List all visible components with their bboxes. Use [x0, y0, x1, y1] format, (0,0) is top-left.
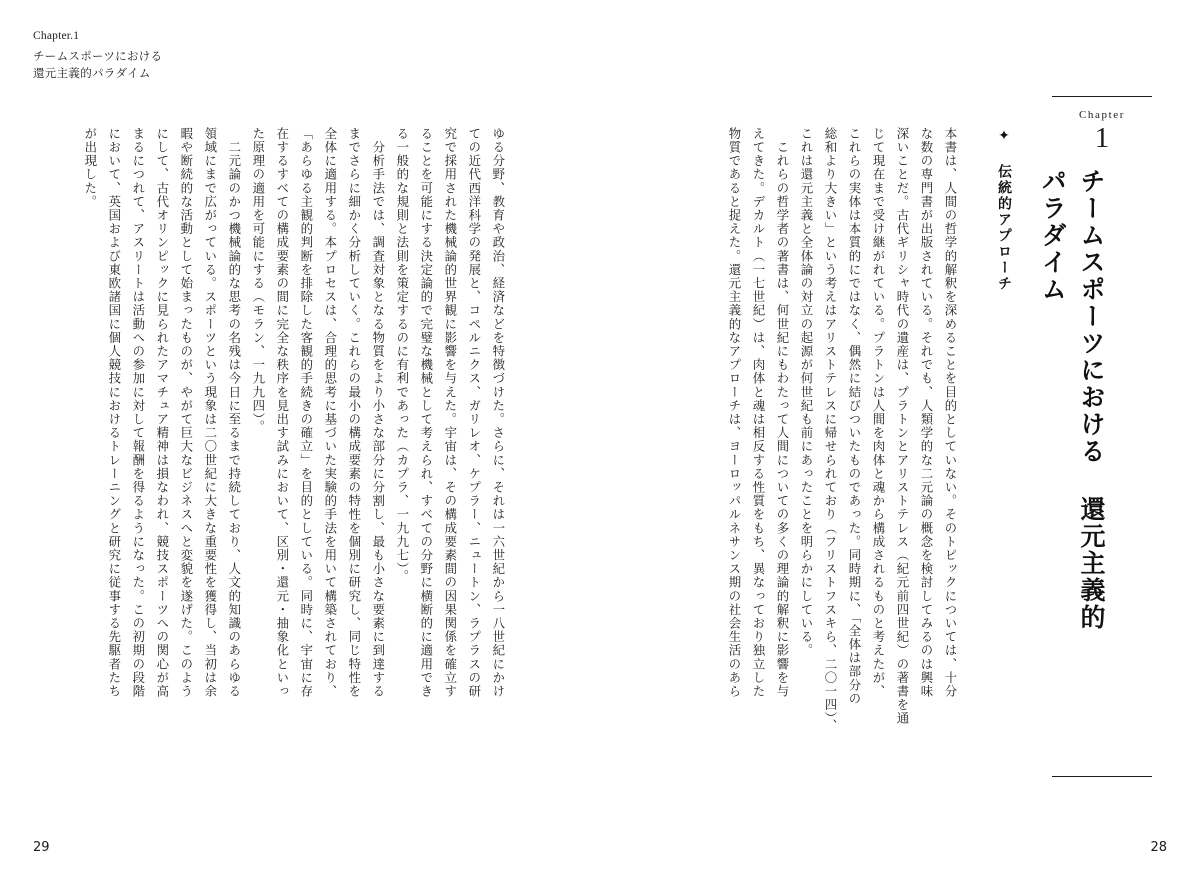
chapter-mark: [1052, 96, 1152, 155]
running-head-line-2: 還元主義的パラダイム: [33, 65, 151, 80]
left-page-column-3: 究で採用された機械論的世界観に影響を与えた。宇宙は、その構成要素間の因果関係を確立す: [442, 127, 458, 699]
left-page-column-6: 分析手法では、調査対象となる物質をより小さな部分に分割し、最も小さな要素に到達する: [370, 127, 386, 699]
left-page-column-7: までさらに細かく分析していく。これらの最小の構成要素の特性を個別に研究し、同じ特性を: [346, 127, 362, 699]
left-page-column-5: る一般的な規則と法則を策定するのに有利であった（カプラ、一九九七）。: [394, 127, 410, 584]
right-page-column-9: えてきた。デカルト（一七世紀）は、肉体と魂は相反する性質をもち、異なっており独立した: [751, 127, 766, 699]
left-page-column-12: 二元論のかつ機械論的な思考の名残は今日に至るまで持続しており、人文的知識のあらゆる: [226, 127, 242, 699]
left-page-column-15: にして、古代オリンピックに見られたアマチュア精神は損なわれ、競技スポーツへの関心が高: [154, 127, 170, 699]
right-page-column-2: な数の専門書が出版されている。それでも、人類学的な二元論の概念を検討してみるのは興味: [919, 127, 934, 699]
right-page-column-8: これらの哲学者の著書は、何世紀にもわたって人間についての多くの理論的解釈に影響を与: [775, 127, 790, 699]
left-page-column-4: ることを可能にする決定論的で完璧な機械として考えられ、すべての分野に横断的に適用でき: [418, 127, 434, 699]
right-page-column-5: これらの実体は本質的にではなく、偶然に結びついたものであった。同時期に、「全体は部分の: [847, 127, 862, 706]
right-page-column-6: 総和より大きい」という考えはアリストテレスに帰せられており（フリストフスキら、二〇一四）、: [823, 127, 838, 733]
left-page-column-10: 在するすべての構成要素の間に完全な秩序を見出す試みにおいて、区別・還元・抽象化といっ: [274, 127, 290, 699]
running-head-line-1: チームスポーツにおける: [33, 48, 163, 63]
left-page-column-16: まるにつれて、アスリートは活動への参加に対して報酬を得るようになった。この初期の段階: [130, 127, 146, 699]
left-page-column-2: ての近代西洋科学の発展と、コペルニクス、ガリレオ、ケプラー、ニュートン、ラプラスの研: [466, 127, 482, 699]
left-page-column-13: 領域にまで広がっている。スポーツという現象は二〇世紀に大きな重要性を獲得し、当初は余: [202, 127, 218, 699]
left-page-column-9: 「あらゆる主観的判断を排除した客観的手続きの確立」を目的としている。同時に、宇宙に存: [298, 127, 314, 699]
right-page-column-1: 本書は、人間の哲学的解釈を深めることを目的としていない。そのトピックについては、十分: [943, 127, 958, 699]
left-page-column-8: 全体に適用する。本プロセスは、合理的思考に基づいた実験的手法を用いて構築されており、: [322, 127, 338, 699]
left-page-column-17: において、英国および東欧諸国に個人競技におけるトレーニングと研究に従事する先駆者たち: [106, 127, 122, 699]
right-page-column-4: じて現在まで受け継がれている。プラトンは人間を肉体と魂から構成されるものと考えたが、: [871, 127, 886, 699]
page-title: チームスポーツにおける 還元主義的パラダイム: [1038, 168, 1106, 631]
left-page-column-11: た原理の適用を可能にする（モラン、一九九四）。: [250, 127, 266, 434]
left-page-column-18: が出現した。: [82, 127, 98, 209]
left-page-column-14: 暇や断続的な活動として始まったものが、やがて巨大なビジネスへと変貌を遂げた。このよう: [178, 127, 194, 699]
folio-left-page: 29: [33, 840, 50, 855]
right-page-column-7: これは還元主義と全体論の対立の起源が何世紀も前にあったことを明らかにしている。: [799, 127, 814, 658]
chapter-mark-word: Chapter: [1078, 109, 1126, 121]
chapter-mark-number: 1: [1094, 122, 1110, 154]
section-heading: ✦ 伝統的アプローチ: [996, 128, 1012, 292]
running-head-chapter: Chapter.1: [33, 30, 80, 42]
chapter-mark-rule-top: [1052, 96, 1152, 97]
left-page-column-1: ゆる分野、教育や政治、経済などを特徴づけた。さらに、それは一六世紀から一八世紀にかけ: [490, 127, 506, 699]
folio-right-page: 28: [1150, 840, 1167, 855]
chapter-mark-rule-bottom: [1052, 776, 1152, 777]
right-page-column-3: 深いことだ。古代ギリシャ時代の遺産は、プラトンとアリストテレス（紀元前四世紀）の著書を通: [895, 127, 910, 726]
running-head: [33, 28, 162, 82]
right-page-column-10: 物質であると捉えた。還元主義的なアプローチは、ヨーロッパルネサンス期の社会生活のあら: [727, 127, 742, 699]
